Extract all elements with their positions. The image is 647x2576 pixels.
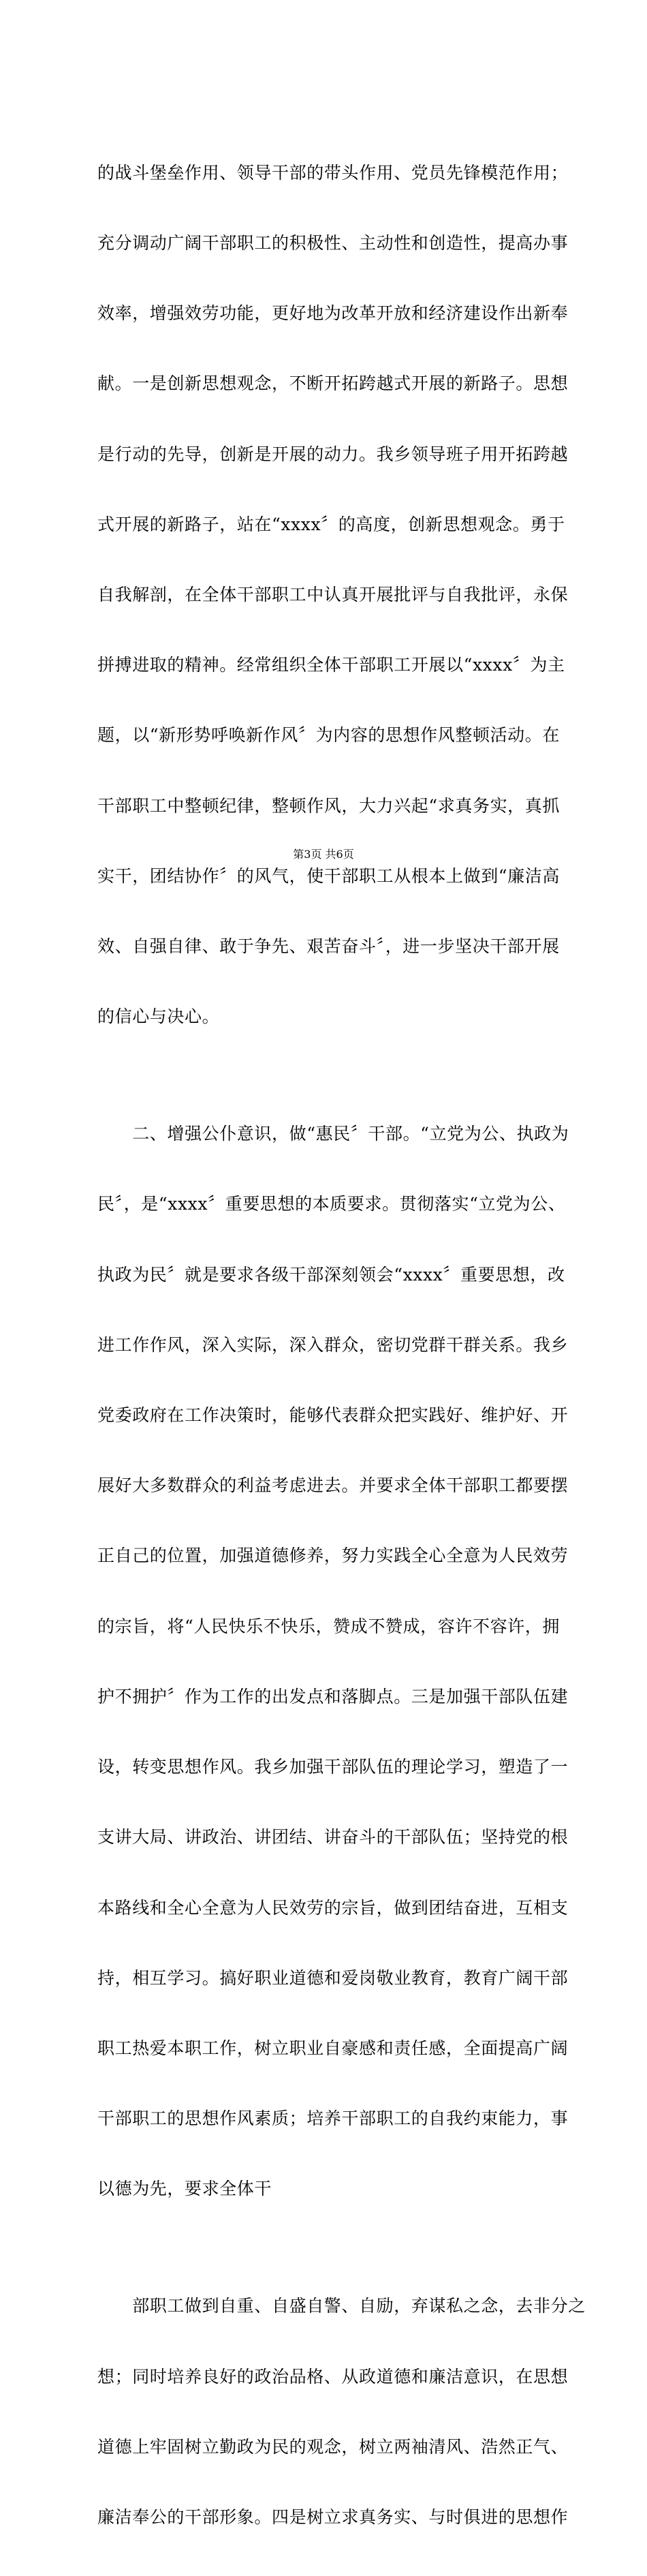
page-indicator: 第3页 共6页 (293, 848, 354, 861)
text-line: 是行动的先导，创新是开展的动力。我乡领导班子用开拓跨越 (97, 444, 569, 464)
text-line: 效率，增强效劳功能，更好地为改革开放和经济建设作出新奉 (97, 303, 569, 324)
text-line: 的战斗堡垒作用、领导干部的带头作用、党员先锋模范作用； (97, 162, 569, 183)
text-line: 部职工做到自重、自盛自警、自励，弃谋私之念，去非分之 (97, 2296, 586, 2316)
text-line: 护不拥护〞作为工作的出发点和落脚点。三是加强干部队伍建 (97, 1686, 569, 1706)
text-line: 自我解剖，在全体干部职工中认真开展批评与自我批评，永保 (97, 585, 569, 605)
text-line: 本路线和全心全意为人民效劳的宗旨，做到团结奋进，互相支 (97, 1897, 569, 1918)
text-line: 执政为民〞就是要求各级干部深刻领会“xxxx〞重要思想，改 (97, 1264, 565, 1285)
text-line: 题，以“新形势呼唤新作风〞为内容的思想作风整顿活动。在 (97, 725, 560, 746)
text-line: 持，相互学习。搞好职业道德和爱岗敬业教育，教育广阔干部 (97, 1967, 569, 1988)
text-line: 效、自强自律、敢于争先、艰苦奋斗〞，进一步坚决干部开展 (97, 936, 560, 957)
text-line: 支讲大局、讲政治、讲团结、讲奋斗的干部队伍；坚持党的根 (97, 1827, 569, 1847)
page-footer (0, 848, 647, 861)
text-line: 民〞，是“xxxx〞重要思想的本质要求。贯彻落实“立党为公、 (97, 1194, 566, 1214)
text-line: 党委政府在工作决策时，能够代表群众把实践好、维护好、开 (97, 1405, 569, 1426)
text-line: 以德为先，要求全体干 (97, 2179, 272, 2199)
text-line: 廉洁奉公的干部形象。四是树立求真务实、与时俱进的思想作 (97, 2506, 569, 2527)
text-line: 的信心与决心。 (97, 1007, 220, 1027)
text-line: 正自己的位置，加强道德修养，努力实践全心全意为人民效劳 (97, 1546, 569, 1566)
text-line: 干部职工中整顿纪律，整顿作风，大力兴起“求真务实，真抓 (97, 795, 560, 816)
text-line: 干部职工的思想作风素质；培养干部职工的自我约束能力，事 (97, 2109, 569, 2129)
text-line: 实干，团结协作〞的风气，使干部职工从根本上做到“廉洁高 (97, 865, 560, 886)
text-line: 道德上牢固树立勤政为民的观念，树立两袖清风、浩然正气、 (97, 2436, 569, 2457)
paragraph-1 (97, 114, 578, 1075)
text-line: 想；同时培养良好的政治品格、从政道德和廉洁意识，在思想 (97, 2366, 569, 2387)
text-line: 的宗旨，将“人民快乐不快乐，赞成不赞成，容许不容许，拥 (97, 1616, 560, 1636)
text-line: 设，转变思想作风。我乡加强干部队伍的理论学习，塑造了一 (97, 1757, 569, 1777)
paragraph-3 (97, 2248, 586, 2576)
text-line: 二、增强公仆意识，做“惠民〞干部。“立党为公、执政为 (97, 1124, 569, 1144)
text-line: 献。一是创新思想观念，不断开拓跨越式开展的新路子。思想 (97, 373, 569, 394)
text-line: 职工热爱本职工作，树立职业自豪感和责任感，全面提高广阔 (97, 2038, 569, 2058)
text-line: 进工作作风，深入实际，深入群众，密切党群干群关系。我乡 (97, 1334, 569, 1355)
paragraph-2 (97, 1075, 578, 2248)
text-line: 充分调动广阔干部职工的积极性、主动性和创造性，提高办事 (97, 233, 569, 254)
text-line: 拼搏进取的精神。经常组织全体干部职工开展以“xxxx〞为主 (97, 655, 565, 675)
body-text (97, 114, 586, 2576)
text-line: 式开展的新路子，站在“xxxx〞的高度，创新思想观念。勇于 (97, 514, 565, 534)
text-line: 展好大多数群众的利益考虑进去。并要求全体干部职工都要摆 (97, 1475, 569, 1496)
